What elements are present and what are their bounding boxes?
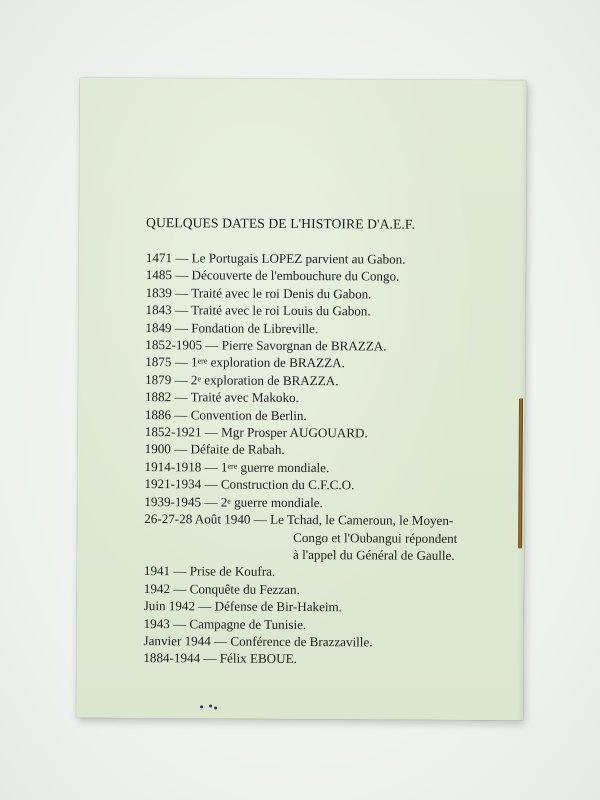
date-entry: 26-27-28 Août 1940 — Le Tchad, le Cameroun, le Moyen- (144, 511, 454, 529)
ordinal-suffix: ere (227, 461, 238, 471)
ordinal-suffix: e (227, 496, 231, 506)
date-entry (144, 493, 457, 512)
date-entry (145, 371, 458, 390)
date-entry: 1943 — Campagne de Tunisie. (143, 615, 307, 632)
date-entry: 1471 — Le Portugais LOPEZ parvient au Gabon. (145, 250, 406, 267)
date-entry: 1485 — Découverte de l'embouchure du Congo. (145, 267, 400, 285)
ordinal-suffix: e (197, 374, 202, 384)
date-entry: Janvier 1944 — Conférence de Brazzaville. (143, 632, 373, 650)
date-entry: Juin 1942 — Défense de Bir-Hakeim. (143, 598, 343, 615)
booklet-back-cover (76, 78, 527, 721)
date-entry: 1884-1944 — Félix EBOUE. (143, 650, 297, 667)
date-entry: 1900 — Défaite de Rabah. (144, 441, 285, 458)
date-entry: 1839 — Traité avec le roi Denis du Gabon. (145, 284, 372, 302)
entry-text: 1939-1945 — 2 (144, 493, 228, 510)
date-entry: 1942 — Conquête du Fezzan. (143, 580, 300, 597)
entry-text: exploration de BRAZZA. (207, 354, 345, 371)
date-entry: 1882 — Traité avec Makoko. (144, 389, 299, 406)
entry-text: exploration de BRAZZA. (201, 372, 339, 389)
entry-text: 1875 — 1 (145, 354, 198, 370)
date-entry: 1852-1905 — Pierre Savorgnan de BRAZZA. (145, 337, 387, 354)
ink-specks (200, 702, 220, 710)
date-entry (145, 353, 458, 372)
date-list (143, 249, 459, 669)
entry-text: guerre mondiale. (237, 459, 330, 476)
date-entry: 1852-1921 — Mgr Prosper AUGOUARD. (144, 424, 368, 441)
date-entry: 1921-1934 — Construction du C.F.C.O. (144, 476, 355, 493)
date-entry: 1941 — Prise de Koufra. (143, 563, 276, 580)
page-heading: QUELQUES DATES DE L'HISTOIRE D'A.E.F. (146, 215, 416, 232)
date-entry: 1849 — Fondation de Libreville. (145, 319, 319, 336)
date-entry-continuation: Congo et l'Oubangui répondent (293, 529, 458, 546)
entry-text: 1914-1918 — 1 (144, 458, 228, 475)
date-entry: 1886 — Convention de Berlin. (144, 406, 307, 423)
entry-text: guerre mondiale. (230, 494, 323, 510)
ordinal-suffix: ere (197, 356, 208, 366)
date-entry-continuation: à l'appel du Général de Gaulle. (293, 546, 455, 563)
date-entry: 1843 — Traité avec le roi Louis du Gabon. (145, 302, 371, 319)
entry-text: 1879 — 2 (145, 371, 198, 388)
date-entry (145, 458, 458, 477)
